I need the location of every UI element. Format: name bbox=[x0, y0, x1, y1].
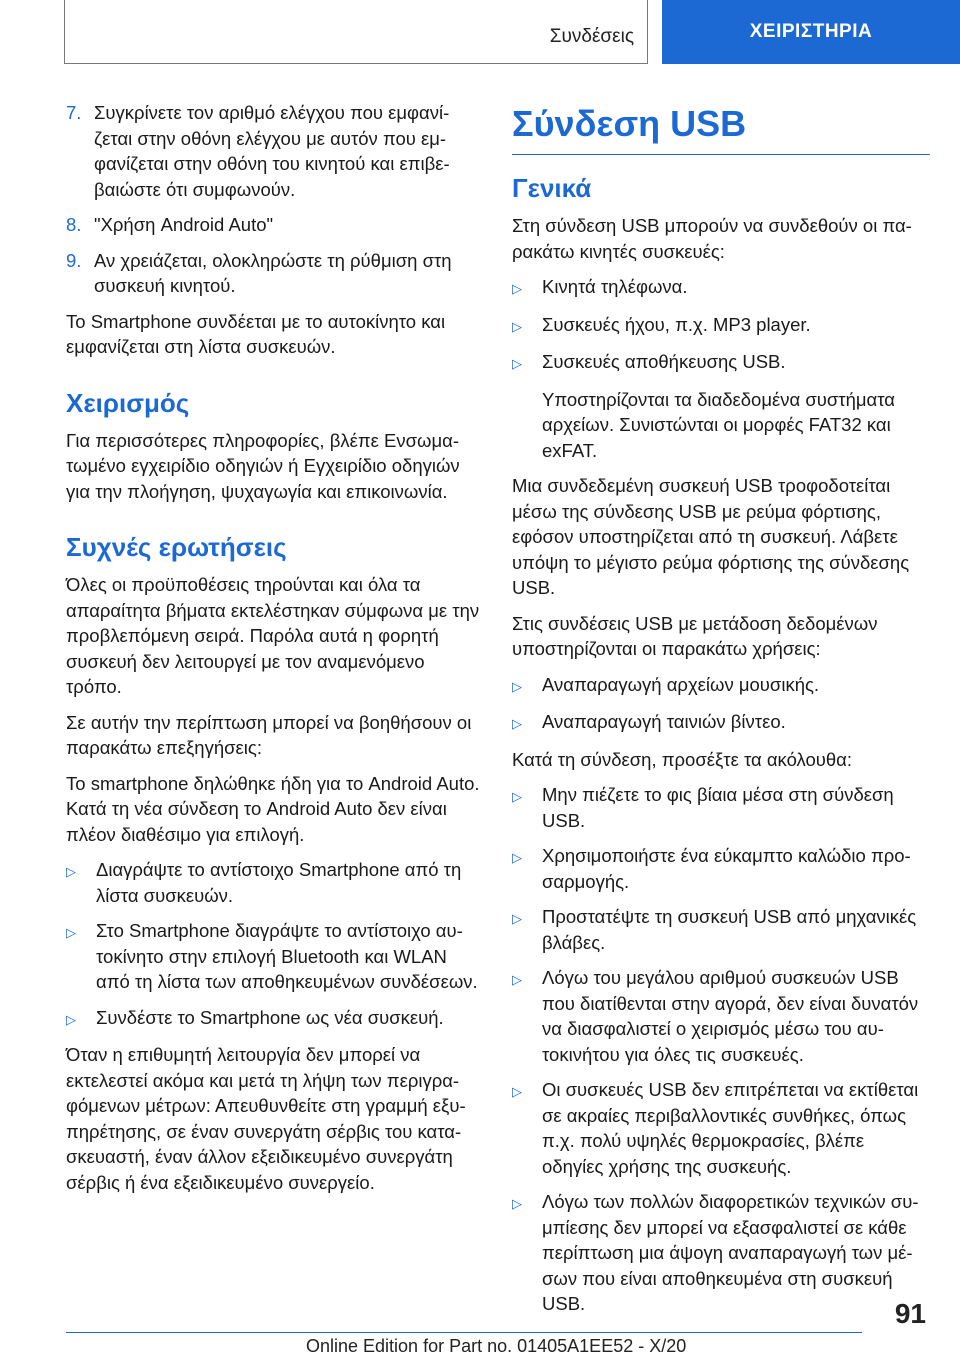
list-item bbox=[512, 349, 930, 377]
list-item-text: Οι συσκευές USB δεν επιτρέπεται να εκτίθεται σε ακραίες περιβαλλοντικές συνθήκες, όπως π.χ. πολύ υψηλές θερμοκρασίες, βλέπε οδηγίες χρήσης της συσκευής. bbox=[542, 1079, 919, 1177]
paragraph: Στη σύνδεση USB μπορούν να συνδεθούν οι παρακάτω κινητές συσκευές: bbox=[512, 215, 912, 262]
list-item-text: Αναπαραγωγή αρχείων μουσικής. bbox=[542, 673, 820, 695]
list-item bbox=[512, 312, 930, 340]
heading-faq: Συχνές ερωτήσεις bbox=[66, 532, 287, 562]
step-item bbox=[66, 212, 480, 238]
footer-divider bbox=[66, 1332, 862, 1333]
list-item bbox=[66, 1005, 480, 1033]
paragraph: Για περισσότερες πληροφορίες, βλέπε Ενσωματωμένο εγχειρίδιο οδηγιών ή Εγχειρίδιο οδηγιών για την πλοήγηση, ψυχαγωγία και επικοινωνία. bbox=[66, 429, 460, 502]
paragraph: Το Smartphone συνδέεται με το αυτοκίνητο και εμφανίζεται στη λίστα συσκευών. bbox=[66, 310, 446, 357]
triangle-right-icon: ▷ bbox=[512, 281, 522, 296]
paragraph: Σε αυτήν την περίπτωση μπορεί να βοηθήσουν οι παρακάτω επεξηγήσεις: bbox=[66, 711, 472, 758]
heading-operation: Χειρισμός bbox=[66, 387, 190, 418]
list-item bbox=[512, 904, 930, 955]
triangle-right-icon: ▷ bbox=[512, 356, 522, 371]
step-number: 8. bbox=[66, 214, 82, 235]
triangle-right-icon: ▷ bbox=[512, 678, 522, 694]
list-item-text: Μην πιέζετε το φις βίαια μέσα στη σύνδεση USB. bbox=[542, 784, 894, 831]
list-item-text: Στο Smartphone διαγράψτε το αντίστοιχο αυτοκίνητο στην επιλογή Bluetooth και WLAN από τη λίστα των αποθηκευμένων συνδέσεων. bbox=[96, 920, 478, 992]
step-text: "Χρήση Android Auto" bbox=[94, 214, 274, 235]
list-item bbox=[66, 857, 480, 908]
triangle-right-icon: ▷ bbox=[512, 1196, 522, 1211]
heading-usb-connection: Σύνδεση USB bbox=[512, 104, 930, 155]
triangle-right-icon: ▷ bbox=[512, 850, 522, 865]
list-item-text: Συσκευές ήχου, π.χ. MP3 player. bbox=[542, 313, 811, 335]
triangle-right-icon: ▷ bbox=[512, 972, 522, 987]
step-text: Αν χρειάζεται, ολοκληρώστε τη ρύθμιση στη συσκευή κινητού. bbox=[94, 249, 452, 296]
list-item-text: Συσκευές αποθήκευσης USB. bbox=[542, 351, 786, 372]
list-item bbox=[512, 1077, 930, 1179]
list-item bbox=[66, 918, 480, 995]
triangle-right-icon: ▷ bbox=[512, 318, 522, 334]
page-header bbox=[0, 0, 960, 66]
step-item bbox=[66, 100, 480, 202]
list-item bbox=[512, 965, 930, 1067]
triangle-right-icon: ▷ bbox=[512, 911, 522, 926]
triangle-right-icon: ▷ bbox=[66, 1011, 76, 1027]
step-item bbox=[66, 248, 480, 299]
section-title: Συνδέσεις bbox=[549, 26, 634, 47]
right-column bbox=[512, 100, 930, 1327]
edition-note: Online Edition for Part no. 01405A1EE52 - X/20 bbox=[306, 1336, 687, 1356]
paragraph: Όλες οι προϋποθέσεις τηρούνται και όλα τα απαραίτητα βήματα εκτελέστηκαν σύμφωνα με την προβλεπόμενη σειρά. Παρόλα αυτά η φορητή συσκευή δεν λειτουργεί με τον αναμενόμενο τρόπο. bbox=[66, 574, 480, 697]
list-item-text: Χρησιμοποιήστε ένα εύκαμπτο καλώδιο προσαρμογής. bbox=[542, 845, 911, 892]
list-item-text: Λόγω του μεγάλου αριθμού συσκευών USB που διατίθενται στην αγορά, δεν είναι δυνατόν να διασφαλιστεί ο χειρισμός μέσω του αυτοκινήτου για όλες τις συσκευές. bbox=[542, 967, 919, 1065]
paragraph: Υποστηρίζονται τα διαδεδομένα συστήματα αρχείων. Συνιστώνται οι μορφές FAT32 και exFAT. bbox=[542, 388, 895, 461]
list-item bbox=[512, 1189, 930, 1317]
step-number: 7. bbox=[66, 102, 82, 123]
list-item-text: Προστατέψτε τη συσκευή USB από μηχανικές βλάβες. bbox=[542, 906, 917, 953]
list-item-text: Λόγω των πολλών διαφορετικών τεχνικών συμπίεσης δεν μπορεί να εξασφαλιστεί σε κάθε περίπτωση μια άψογη αναπαραγωγή των μέσων που είναι αποθηκευμένα στη συσκευή USB. bbox=[542, 1191, 919, 1314]
triangle-right-icon: ▷ bbox=[512, 1084, 522, 1099]
triangle-right-icon: ▷ bbox=[66, 864, 76, 879]
list-item bbox=[512, 782, 930, 833]
step-text: Συγκρίνετε τον αριθμό ελέγχου που εμφανίζεται στην οθόνη ελέγχου με αυτόν που εμφανίζεται στην οθόνη του κινητού και επιβεβαιώστε ότι συμφωνούν. bbox=[94, 102, 450, 200]
left-column bbox=[66, 100, 480, 1205]
list-item-text: Αναπαραγωγή ταινιών βίντεο. bbox=[542, 711, 786, 732]
list-item bbox=[512, 709, 930, 737]
step-number: 9. bbox=[66, 249, 82, 271]
list-item-text: Συνδέστε το Smartphone ως νέα συσκευή. bbox=[96, 1006, 444, 1028]
paragraph: Όταν η επιθυμητή λειτουργία δεν μπορεί να εκτελεστεί ακόμα και μετά τη λήψη των περιγραφόμενων μέτρων: Απευθυνθείτε στη γραμμή εξυπηρέτησης, σε έναν συνεργάτη σέρβις του κατασκευαστή, έναν άλλον εξειδικευμένο συνεργάτη σέρβις ή ένα εξειδικευμένο συνεργείο. bbox=[66, 1044, 466, 1193]
list-item-text: Διαγράψτε το αντίστοιχο Smartphone από τη λίστα συσκευών. bbox=[96, 859, 462, 906]
list-item-text: Κινητά τηλέφωνα. bbox=[542, 276, 688, 297]
list-item bbox=[512, 843, 930, 894]
page-number: 91 bbox=[894, 1298, 926, 1329]
triangle-right-icon: ▷ bbox=[66, 925, 76, 940]
paragraph: Μια συνδεδεμένη συσκευή USB τροφοδοτείται μέσω της σύνδεσης USB με ρεύμα φόρτισης, εφόσον υποστηρίζεται από τη συσκευή. Λάβετε υπόψη το μέγιστο ρεύμα φόρτισης της σύνδεσης USB. bbox=[512, 475, 910, 598]
chapter-tab[interactable]: ΧΕΙΡΙΣΤΗΡΙΑ bbox=[662, 0, 960, 64]
paragraph: Το smartphone δηλώθηκε ήδη για το Android Auto. Κατά τη νέα σύνδεση το Android Auto δεν είναι πλέον διαθέσιμο για επιλογή. bbox=[66, 772, 480, 845]
paragraph: Στις συνδέσεις USB με μετάδοση δεδομένων υποστηρίζονται οι παρακάτω χρήσεις: bbox=[512, 612, 878, 659]
triangle-right-icon: ▷ bbox=[512, 716, 522, 731]
triangle-right-icon: ▷ bbox=[512, 789, 522, 804]
heading-general: Γενικά bbox=[512, 173, 592, 203]
paragraph: Κατά τη σύνδεση, προσέξτε τα ακόλουθα: bbox=[512, 748, 853, 770]
list-item bbox=[512, 274, 930, 302]
list-item bbox=[512, 672, 930, 700]
